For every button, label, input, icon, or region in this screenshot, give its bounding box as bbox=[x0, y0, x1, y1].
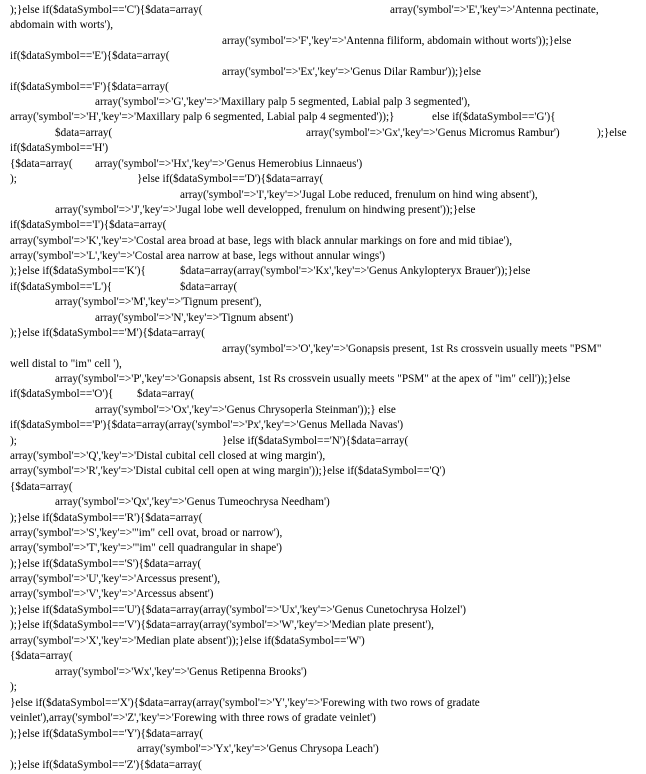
code-line-segment: array('symbol'=>'J','key'=>'Jugal lobe well developped, frenulum on hindwing present'));}else bbox=[55, 204, 476, 216]
code-line-segment: array('symbol'=>'E','key'=>'Antenna pectinate, bbox=[390, 4, 599, 16]
code-line-segment: }else if($dataSymbol=='X'){$data=array(array('symbol'=>'Y','key'=>'Forewing with two rows of gradate bbox=[10, 697, 480, 709]
code-line-segment: }else if($dataSymbol=='D'){$data=array( bbox=[137, 173, 324, 185]
code-line-segment: array('symbol'=>'Q','key'=>'Distal cubital cell closed at wing margin'), bbox=[10, 450, 326, 462]
code-line-segment: array('symbol'=>'T','key'=>'"im" cell quadrangular in shape') bbox=[10, 542, 282, 554]
code-line-segment: );}else if($dataSymbol=='U'){$data=array(array('symbol'=>'Ux','key'=>'Genus Cunetochrysa Holzel') bbox=[10, 604, 466, 616]
code-line-segment: $data=array(array('symbol'=>'Kx','key'=>'Genus Ankylopteryx Brauer'));}else bbox=[180, 265, 531, 277]
code-line-segment: array('symbol'=>'Ox','key'=>'Genus Chrysoperla Steinman'));} else bbox=[95, 404, 396, 416]
code-line-segment: );}else if($dataSymbol=='M'){$data=array( bbox=[10, 327, 205, 339]
code-line-segment: $data=array( bbox=[180, 281, 238, 293]
code-line-segment: );}else bbox=[597, 127, 627, 139]
code-line-segment: );}else if($dataSymbol=='Z'){$data=array( bbox=[10, 759, 202, 771]
code-line-segment: );}else if($dataSymbol=='C'){$data=array( bbox=[10, 4, 203, 16]
code-line-segment: );}else if($dataSymbol=='S'){$data=array( bbox=[10, 558, 202, 570]
code-line-segment: ); bbox=[10, 173, 17, 185]
code-line-segment: if($dataSymbol=='E'){$data=array( bbox=[10, 50, 170, 62]
code-line-segment: );}else if($dataSymbol=='K'){ bbox=[10, 265, 146, 277]
code-line-segment: well distal to "im" cell '), bbox=[10, 358, 122, 370]
code-line-segment: {$data=array( bbox=[10, 650, 73, 662]
code-line-segment: array('symbol'=>'X','key'=>'Median plate absent'));}else if($dataSymbol=='W') bbox=[10, 635, 365, 647]
code-line-segment: array('symbol'=>'O','key'=>'Gonapsis present, 1st Rs crossvein usually meets "PSM" bbox=[222, 343, 602, 355]
code-line-segment: $data=array( bbox=[137, 388, 195, 400]
code-line-segment: array('symbol'=>'Hx','key'=>'Genus Hemerobius Linnaeus') bbox=[95, 158, 363, 170]
code-line-segment: {$data=array( bbox=[10, 481, 73, 493]
code-line-segment: array('symbol'=>'Qx','key'=>'Genus Tumeochrysa Needham') bbox=[55, 496, 330, 508]
code-line-segment: array('symbol'=>'Gx','key'=>'Genus Micromus Rambur') bbox=[306, 127, 560, 139]
code-line-segment: if($dataSymbol=='I'){$data=array( bbox=[10, 219, 167, 231]
code-line-segment: }else if($dataSymbol=='N'){$data=array( bbox=[222, 435, 409, 447]
code-line-segment: );}else if($dataSymbol=='R'){$data=array( bbox=[10, 512, 203, 524]
code-line-segment: veinlet'),array('symbol'=>'Z','key'=>'Forewing with three rows of gradate veinlet') bbox=[10, 712, 376, 724]
code-line-segment: if($dataSymbol=='P'){$data=array(array('symbol'=>'Px','key'=>'Genus Mellada Navas') bbox=[10, 419, 404, 431]
code-line-segment: else if($dataSymbol=='G'){ bbox=[432, 111, 556, 123]
code-line-segment: if($dataSymbol=='F'){$data=array( bbox=[10, 81, 169, 93]
code-line-segment: ); bbox=[10, 435, 17, 447]
code-line-segment: array('symbol'=>'P','key'=>'Gonapsis absent, 1st Rs crossvein usually meets "PSM" at the apex of "im" cell'));}else bbox=[55, 373, 571, 385]
code-line-segment: array('symbol'=>'K','key'=>'Costal area broad at base, legs with black annular markings on fore and mid tibiae'), bbox=[10, 235, 513, 247]
code-line-segment: array('symbol'=>'N','key'=>'Tignum absent') bbox=[95, 312, 294, 324]
code-line-segment: array('symbol'=>'V','key'=>'Arcessus absent') bbox=[10, 588, 214, 600]
code-line-segment: $data=array( bbox=[55, 127, 113, 139]
code-line-segment: abdomain with worts'), bbox=[10, 19, 113, 31]
code-line-segment: array('symbol'=>'Ex','key'=>'Genus Dilar Rambur'));}else bbox=[222, 66, 481, 78]
code-line-segment: array('symbol'=>'R','key'=>'Distal cubital cell open at wing margin'));}else if($dataSymbol=='Q') bbox=[10, 465, 446, 477]
code-line-segment: array('symbol'=>'S','key'=>'"im" cell ovat, broad or narrow'), bbox=[10, 527, 283, 539]
code-line-segment: array('symbol'=>'Yx','key'=>'Genus Chrysopa Leach') bbox=[137, 743, 379, 755]
code-line-segment: array('symbol'=>'F','key'=>'Antenna filiform, abdomain without worts'));}else bbox=[222, 35, 572, 47]
code-line-segment: array('symbol'=>'Wx','key'=>'Genus Retipenna Brooks') bbox=[55, 666, 307, 678]
code-line-segment: array('symbol'=>'H','key'=>'Maxillary palp 6 segmented, Labial palp 4 segmented'));} bbox=[10, 111, 395, 123]
code-line-segment: array('symbol'=>'G','key'=>'Maxillary palp 5 segmented, Labial palp 3 segmented'), bbox=[95, 96, 471, 108]
code-line-segment: if($dataSymbol=='L'){ bbox=[10, 281, 113, 293]
code-line-segment: array('symbol'=>'L','key'=>'Costal area narrow at base, legs without annular wings') bbox=[10, 250, 386, 262]
code-line-segment: array('symbol'=>'U','key'=>'Arcessus present'), bbox=[10, 573, 221, 585]
code-line-segment: );}else if($dataSymbol=='Y'){$data=array( bbox=[10, 728, 204, 740]
code-line-segment: array('symbol'=>'I','key'=>'Jugal Lobe reduced, frenulum on hind wing absent'), bbox=[180, 189, 538, 201]
code-line-segment: {$data=array( bbox=[10, 158, 73, 170]
code-line-segment: );}else if($dataSymbol=='V'){$data=array(array('symbol'=>'W','key'=>'Median plate present'), bbox=[10, 619, 434, 631]
code-line-segment: if($dataSymbol=='O'){ bbox=[10, 388, 114, 400]
code-line-segment: ); bbox=[10, 681, 17, 693]
code-line-segment: array('symbol'=>'M','key'=>'Tignum present'), bbox=[55, 296, 262, 308]
code-line-segment: if($dataSymbol=='H') bbox=[10, 142, 109, 154]
